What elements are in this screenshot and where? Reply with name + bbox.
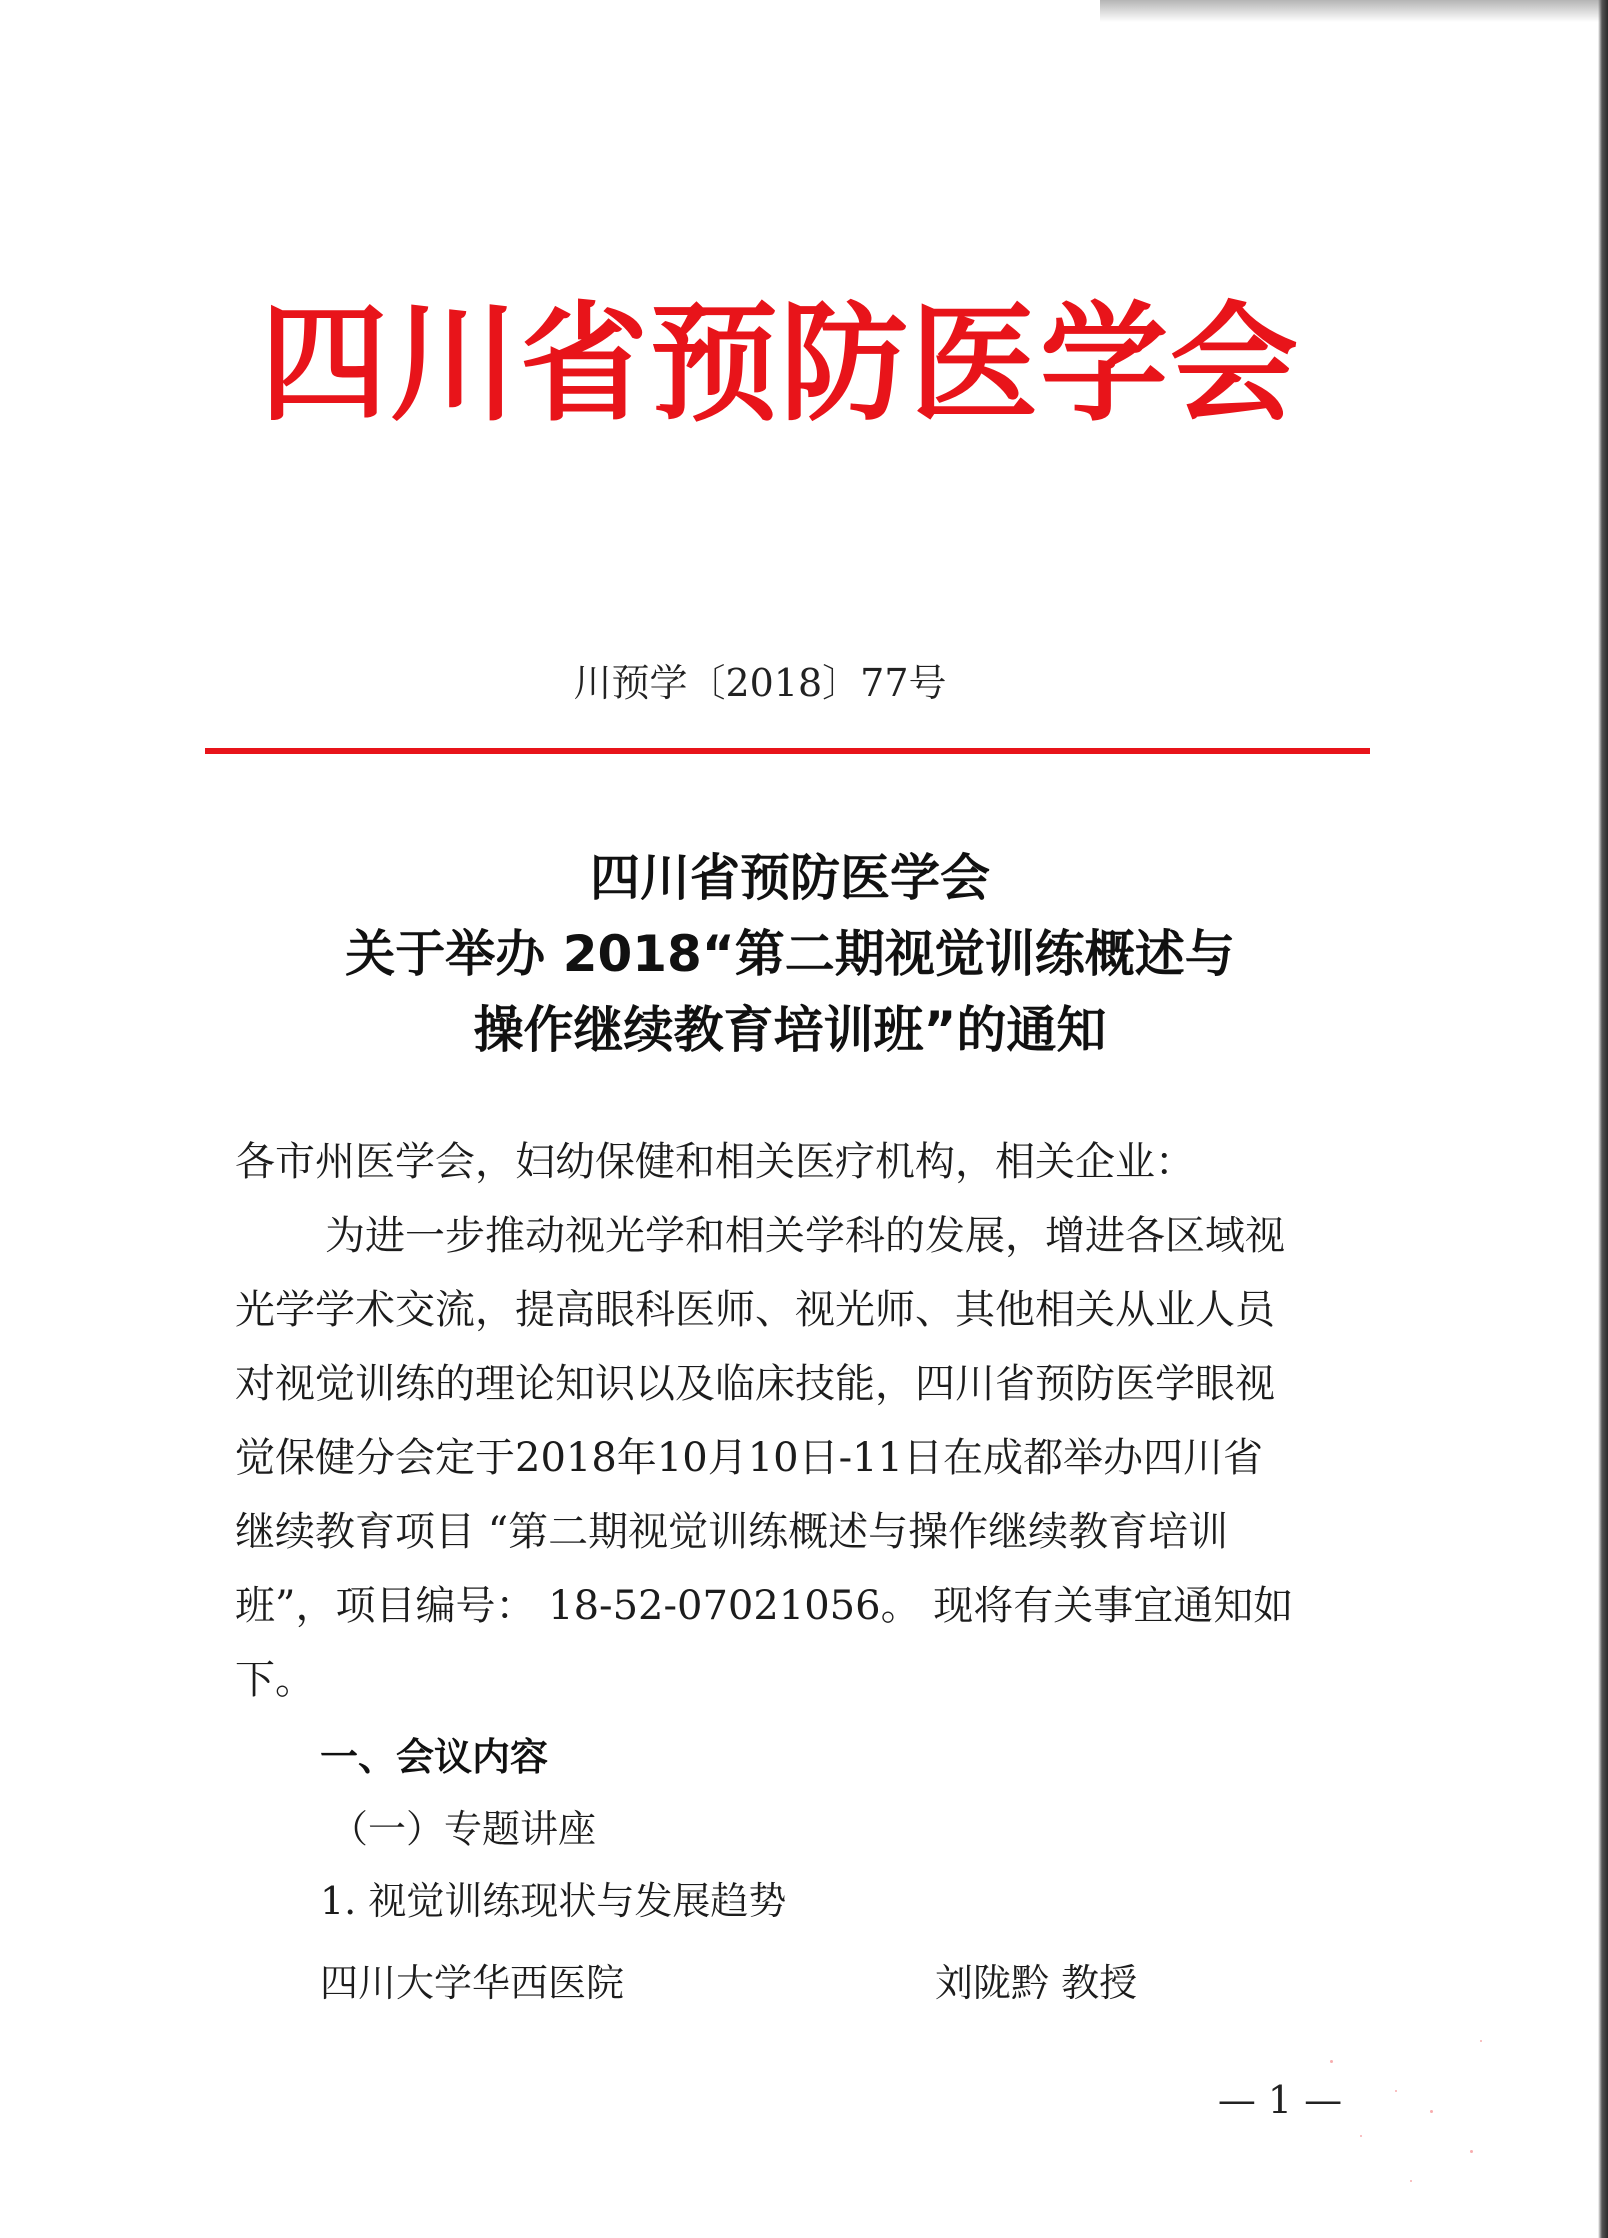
scan-speckle: [1330, 2060, 1333, 2063]
notice-title-line-1: 四川省预防医学会: [590, 849, 990, 907]
notice-title: [200, 840, 1380, 1068]
letterhead-title: 四川省预防医学会: [259, 290, 1300, 439]
scan-speckle: [1410, 2180, 1412, 2182]
paragraph-line: 下。: [235, 1657, 315, 1703]
paragraph-line: 为进一步推动视光学和相关学科的发展，增进各区域视: [325, 1213, 1285, 1259]
scan-shadow: [1100, 0, 1608, 22]
notice-title-line-3: 操作继续教育培训班”的通知: [473, 1001, 1107, 1059]
paragraph-line: 班”，项目编号： 18-52-07021056。 现将有关事宜通知如: [235, 1583, 1294, 1629]
scan-speckle: [1395, 2090, 1397, 2092]
sub-heading: （一）专题讲座: [330, 1807, 597, 1851]
paragraph-line: 继续教育项目 “第二期视觉训练概述与操作继续教育培训: [235, 1509, 1229, 1555]
lecture-institution: 四川大学华西医院: [320, 1961, 625, 2005]
lecture-title: 1. 视觉训练现状与发展趋势: [320, 1879, 787, 1923]
paragraph-line: 光学学术交流，提高眼科医师、视光师、其他相关从业人员: [235, 1287, 1275, 1333]
lecture-speaker: 刘陇黔 教授: [935, 1961, 1138, 2005]
paragraph-line: 觉保健分会定于2018年10月10日-11日在成都举办四川省: [235, 1435, 1264, 1481]
scan-speckle: [1430, 2110, 1433, 2113]
red-divider-line: [205, 748, 1370, 754]
section-heading: 一、会议内容: [320, 1735, 549, 1779]
paragraph-line: 对视觉训练的理论知识以及临床技能，四川省预防医学眼视: [235, 1361, 1275, 1407]
addressee: 各市州医学会，妇幼保健和相关医疗机构，相关企业：: [235, 1139, 1195, 1185]
scan-edge: [1598, 0, 1608, 2238]
scan-speckle: [1360, 2135, 1362, 2137]
scan-speckle: [1470, 2150, 1473, 2153]
notice-title-line-2: 关于举办 2018“第二期视觉训练概述与: [345, 925, 1235, 983]
page-number: — 1 —: [1217, 2078, 1343, 2122]
body-paragraph: [235, 1199, 1345, 1717]
document-number: 川预学〔2018〕77号: [573, 661, 947, 705]
scan-speckle: [1480, 2040, 1482, 2042]
